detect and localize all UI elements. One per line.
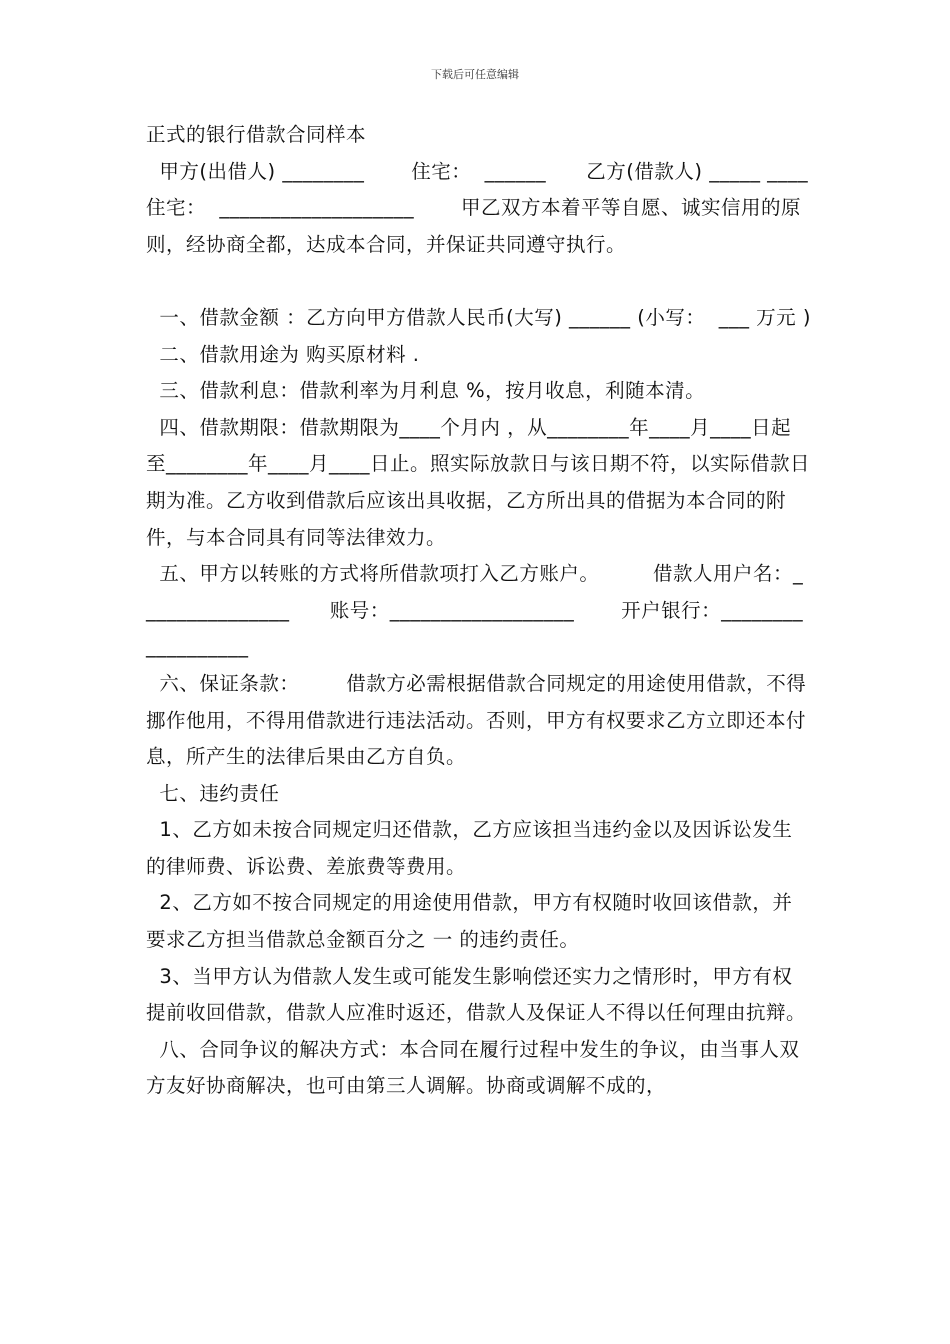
paragraph-loan-interest: 三、借款利息：借款利率为月利息 %，按月收息，利随本清。 xyxy=(146,379,706,403)
paragraph-loan-term: 四、借款期限：借款期限为____个月内 ，从________年____月____日起至________年____月____日止。照实际放款日与该日期不符，以实际借款日期为准。乙方收到借款后应该出具收据，乙方所出具的借据为本合同的附件，与本合同具有同等法律效力。 xyxy=(146,415,811,549)
paragraph-breach-3: 3、当甲方认为借款人发生或可能发生影响偿还实力之情形时，甲方有权提前收回借款，借款人应准时返还，借款人及保证人不得以任何理由抗辩。 xyxy=(146,964,807,1025)
paragraph-breach-2: 2、乙方如不按合同规定的用途使用借款，甲方有权随时收回该借款，并要求乙方担当借款总金额百分之 一 的违约责任。 xyxy=(146,891,793,952)
paragraph-transfer-account: 五、甲方以转账的方式将所借款项打入乙方账户。 借款人用户名：_______________ 账号：__________________ 开户银行：__________________ xyxy=(146,562,804,659)
document-body xyxy=(146,117,856,1105)
paragraph-loan-purpose: 二、借款用途为 购买原材料 . xyxy=(146,342,420,366)
page-header-note: 下载后可任意编辑 xyxy=(431,68,519,81)
paragraph-guarantee: 六、保证条款： 借款方必需根据借款合同规定的用途使用借款，不得挪作他用，不得用借款进行违法活动。否则，甲方有权要求乙方立即还本付息，所产生的法律后果由乙方自负。 xyxy=(146,671,807,769)
paragraph-loan-amount: 一、借款金额 ：乙方向甲方借款人民币(大写) ______ (小写： ___ 万元 ) xyxy=(146,305,811,329)
blank-line xyxy=(146,263,811,300)
paragraph-dispute: 八、合同争议的解决方式：本合同在履行过程中发生的争议，由当事人双方友好协商解决，也可由第三人调解。协商或调解不成的， xyxy=(146,1037,800,1098)
paragraph-breach-1: 1、乙方如未按合同规定归还借款，乙方应该担当违约金以及因诉讼发生的律师费、诉讼费、差旅费等费用。 xyxy=(146,818,793,878)
document-title: 正式的银行借款合同样本 xyxy=(146,123,367,146)
paragraph-parties: 甲方(出借人) ________ 住宅： ______ 乙方(借款人) _____ ____ 住宅： ___________________ 甲乙双方本着平等自愿、诚实信用的原则，经协商全都，达成本合同，并保证共同遵守执行。 xyxy=(146,159,856,256)
paragraph-breach-heading: 七、违约责任 xyxy=(146,781,280,805)
